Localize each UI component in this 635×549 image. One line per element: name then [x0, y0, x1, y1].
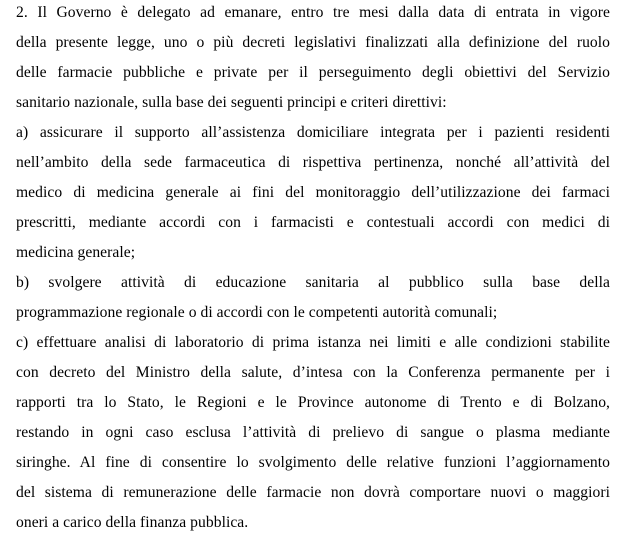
- paragraph-2-line-1: 2. Il Governo è delegato ad emanare, entro tre mesi dalla data di entrata in vigore: [16, 4, 610, 21]
- item-c-line-5: siringhe. Al fine di consentire lo svolgimento delle relative funzioni l’aggiornamento: [16, 454, 610, 471]
- item-b-line-1: b) svolgere attività di educazione sanitaria al pubblico sulla base della: [16, 274, 610, 291]
- item-a-line-4: prescritti, mediante accordi con i farmacisti e contestuali accordi con medici di: [16, 214, 610, 231]
- item-c-line-2: con decreto del Ministro della salute, d’intesa con la Conferenza permanente per i: [16, 364, 610, 381]
- item-c-line-1: c) effettuare analisi di laboratorio di prima istanza nei limiti e alle condizioni stabilite: [16, 334, 610, 351]
- item-c-line-3: rapporti tra lo Stato, le Regioni e le Province autonome di Trento e di Bolzano,: [16, 394, 610, 411]
- item-a-line-1: a) assicurare il supporto all’assistenza domiciliare integrata per i pazienti residenti: [16, 124, 610, 141]
- paragraph-2-line-3: delle farmacie pubbliche e private per il perseguimento degli obiettivi del Servizio: [16, 64, 610, 81]
- item-c-line-7: oneri a carico della finanza pubblica.: [16, 514, 249, 531]
- item-b-line-2: programmazione regionale o di accordi con le competenti autorità comunali;: [16, 304, 498, 321]
- paragraph-2-line-4: sanitario nazionale, sulla base dei seguenti principi e criteri direttivi:: [16, 94, 447, 111]
- item-a-line-3: medico di medicina generale ai fini del monitoraggio dell’utilizzazione dei farmaci: [16, 184, 610, 201]
- item-c-line-4: restando in ogni caso esclusa l’attività di prelievo di sangue o plasma mediante: [16, 424, 610, 441]
- item-a-line-2: nell’ambito della sede farmaceutica di rispettiva pertinenza, nonché all’attività del: [16, 154, 610, 171]
- item-a-line-5: medicina generale;: [16, 244, 136, 261]
- paragraph-2-line-2: della presente legge, uno o più decreti legislativi finalizzati alla definizione del ruolo: [16, 34, 610, 51]
- item-c-line-6: del sistema di remunerazione delle farmacie non dovrà comportare nuovi o maggiori: [16, 484, 610, 501]
